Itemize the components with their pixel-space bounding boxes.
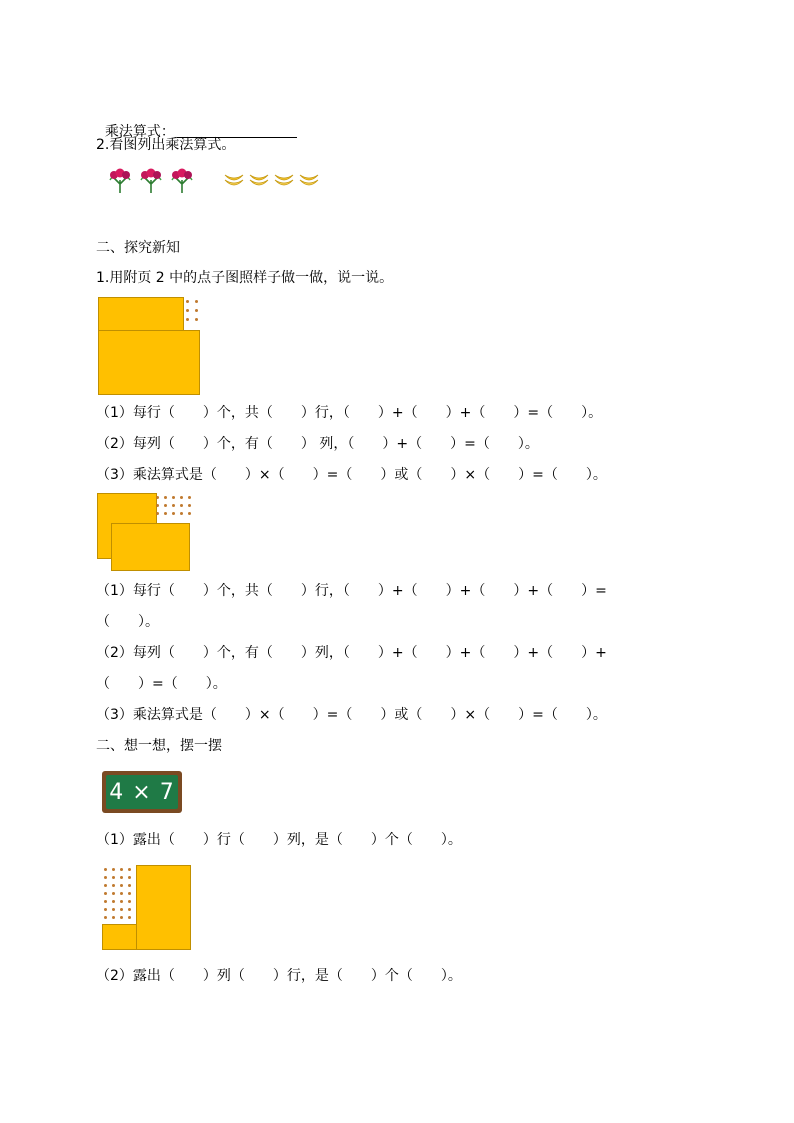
dot	[164, 512, 167, 515]
dot	[120, 916, 123, 919]
dot	[104, 908, 107, 911]
dot	[180, 512, 183, 515]
question-2-title: 2.看图列出乘法算式。	[96, 137, 236, 153]
dot	[172, 512, 175, 515]
dot	[186, 318, 189, 321]
dot	[180, 504, 183, 507]
banana-bunch-icon	[223, 169, 245, 191]
cols-rows-question: （2）露出（ ）列（ ）行，是（ ）个（ ）。	[96, 968, 462, 984]
dot-grid	[104, 868, 136, 924]
question-1-title: 1.用附页 2 中的点子图照样子做一做，说一说。	[96, 270, 394, 286]
dot-grid	[186, 300, 200, 328]
flower-bouquet-icon	[168, 166, 196, 194]
dot	[112, 876, 115, 879]
fig2-line-1b: （ ）。	[96, 614, 159, 630]
cover-card-bottom	[98, 330, 200, 395]
flower-bouquet-icon	[106, 166, 134, 194]
dot	[156, 504, 159, 507]
dot	[128, 916, 131, 919]
dot	[188, 504, 191, 507]
dot	[164, 504, 167, 507]
fig1-line-3: （3）乘法算式是（ ）×（ ）=（ ）或（ ）×（ ）=（ ）。	[96, 467, 607, 483]
fig2-line-1a: （1）每行（ ）个，共（ ）行，（ ）+（ ）+（ ）+（ ）=	[96, 583, 607, 599]
dot	[120, 900, 123, 903]
dot	[128, 884, 131, 887]
dot	[128, 876, 131, 879]
banana-bunch-icon	[298, 169, 320, 191]
dot	[195, 300, 198, 303]
fig2-line-3: （3）乘法算式是（ ）×（ ）=（ ）或（ ）×（ ）=（ ）。	[96, 707, 607, 723]
dot	[104, 884, 107, 887]
dot	[186, 309, 189, 312]
dot	[104, 900, 107, 903]
dot	[120, 884, 123, 887]
dot	[128, 908, 131, 911]
dot	[172, 504, 175, 507]
flower-bouquet-icon	[137, 166, 165, 194]
dot	[104, 868, 107, 871]
dot	[188, 512, 191, 515]
dot	[112, 908, 115, 911]
fig1-line-1: （1）每行（ ）个，共（ ）行，（ ）+（ ）+（ ）=（ ）。	[96, 405, 603, 421]
fig2-line-2a: （2）每列（ ）个，有（ ）列，（ ）+（ ）+（ ）+（ ）+	[96, 645, 607, 661]
dot	[112, 892, 115, 895]
fig2-line-2b: （ ）=（ ）。	[96, 676, 227, 692]
cover-card-top	[98, 297, 184, 331]
dot	[128, 892, 131, 895]
dot	[128, 900, 131, 903]
cover-card-tall	[136, 865, 191, 950]
formula-label: 乘法算式：	[104, 124, 175, 140]
cover-card-front	[111, 523, 190, 571]
fig1-line-2: （2）每列（ ）个，有（ ） 列，（ ）+（ ）=（ ）。	[96, 436, 539, 452]
dot	[186, 300, 189, 303]
dot	[112, 916, 115, 919]
dot	[195, 309, 198, 312]
dot	[195, 318, 198, 321]
dot	[180, 496, 183, 499]
dot-grid	[156, 496, 190, 522]
dot	[104, 876, 107, 879]
dot	[120, 876, 123, 879]
dot	[120, 908, 123, 911]
banana-bunch-icon	[273, 169, 295, 191]
rows-cols-question: （1）露出（ ）行（ ）列，是（ ）个（ ）。	[96, 832, 462, 848]
dot	[104, 916, 107, 919]
dot	[112, 868, 115, 871]
dot	[112, 900, 115, 903]
dot	[128, 868, 131, 871]
dot	[188, 496, 191, 499]
dot	[120, 868, 123, 871]
dot	[164, 496, 167, 499]
dot	[156, 512, 159, 515]
blackboard-text: 4 × 7	[106, 775, 178, 809]
dot	[120, 892, 123, 895]
dot	[156, 496, 159, 499]
banana-bunch-icon	[248, 169, 270, 191]
section-think-title: 二、想一想，摆一摆	[96, 738, 222, 754]
dot	[172, 496, 175, 499]
dot	[112, 884, 115, 887]
section-explore-title: 二、探究新知	[96, 240, 180, 256]
dot	[104, 892, 107, 895]
blackboard	[102, 771, 182, 813]
cover-card-small	[102, 924, 138, 950]
